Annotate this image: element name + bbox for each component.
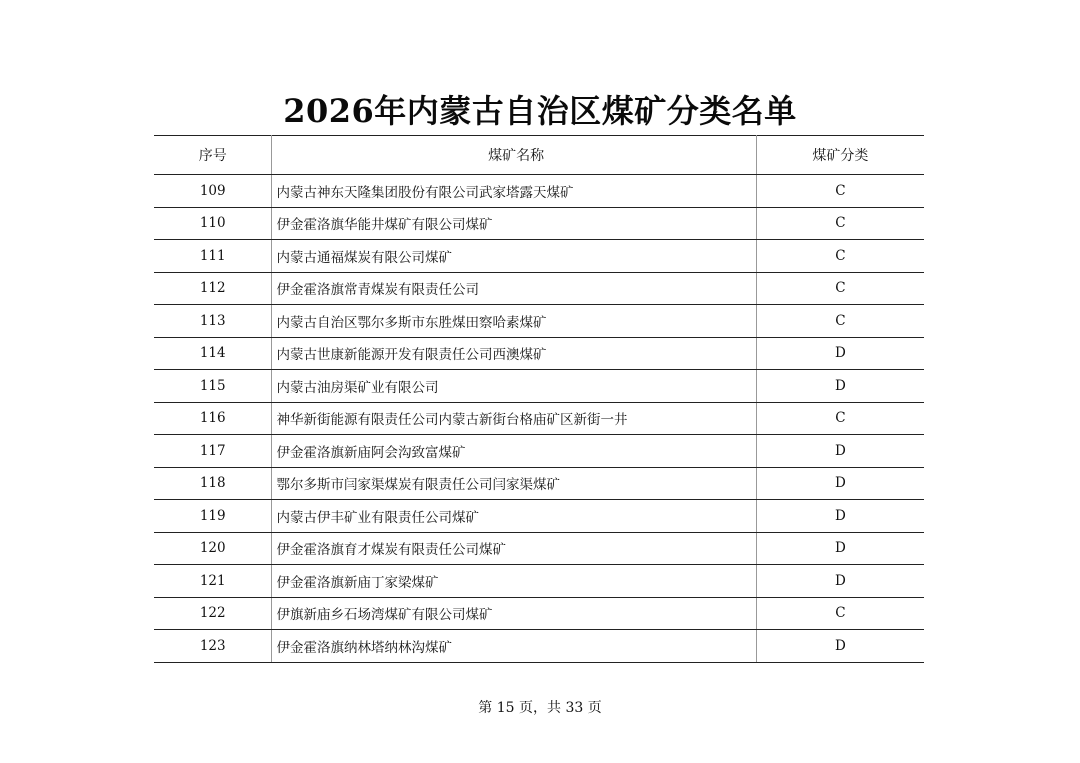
row-serial-number: 122 — [154, 597, 272, 630]
row-mine-name: 伊金霍洛旗常青煤炭有限责任公司 — [272, 272, 756, 305]
row-mine-name: 伊旗新庙乡石场湾煤矿有限公司煤矿 — [272, 597, 756, 630]
row-mine-name: 伊金霍洛旗华能井煤矿有限公司煤矿 — [272, 207, 756, 240]
row-mine-name: 内蒙古自治区鄂尔多斯市东胜煤田察哈素煤矿 — [272, 305, 756, 338]
row-mine-name: 伊金霍洛旗纳林塔纳林沟煤矿 — [272, 630, 756, 663]
table-row — [154, 305, 924, 338]
row-mine-class: C — [756, 207, 924, 240]
table-row — [154, 532, 924, 565]
row-mine-class: C — [756, 272, 924, 305]
row-mine-class: C — [756, 402, 924, 435]
row-mine-name: 内蒙古世康新能源开发有限责任公司西澳煤矿 — [272, 337, 756, 370]
table-row — [154, 402, 924, 435]
row-mine-name: 鄂尔多斯市闫家渠煤炭有限责任公司闫家渠煤矿 — [272, 467, 756, 500]
row-mine-class: C — [756, 175, 924, 208]
row-serial-number: 114 — [154, 337, 272, 370]
table-row — [154, 500, 924, 533]
row-serial-number: 109 — [154, 175, 272, 208]
row-serial-number: 115 — [154, 370, 272, 403]
row-serial-number: 118 — [154, 467, 272, 500]
row-mine-class: C — [756, 597, 924, 630]
table-row — [154, 175, 924, 208]
header-mine-name: 煤矿名称 — [272, 136, 756, 175]
table-header-row — [154, 136, 924, 175]
row-serial-number: 123 — [154, 630, 272, 663]
row-mine-name: 伊金霍洛旗育才煤炭有限责任公司煤矿 — [272, 532, 756, 565]
row-serial-number: 112 — [154, 272, 272, 305]
row-serial-number: 120 — [154, 532, 272, 565]
row-mine-name: 伊金霍洛旗新庙丁家梁煤矿 — [272, 565, 756, 598]
table-row — [154, 272, 924, 305]
table-row — [154, 597, 924, 630]
page-number: 第 15 页，共 33 页 — [478, 700, 602, 716]
row-mine-class: C — [756, 240, 924, 273]
header-mine-class: 煤矿分类 — [756, 136, 924, 175]
table-row — [154, 630, 924, 663]
row-mine-name: 内蒙古油房渠矿业有限公司 — [272, 370, 756, 403]
table-row — [154, 207, 924, 240]
table-row — [154, 370, 924, 403]
row-serial-number: 121 — [154, 565, 272, 598]
table-row — [154, 435, 924, 468]
row-serial-number: 119 — [154, 500, 272, 533]
row-serial-number: 111 — [154, 240, 272, 273]
row-mine-class: D — [756, 467, 924, 500]
row-mine-name: 伊金霍洛旗新庙阿会沟致富煤矿 — [272, 435, 756, 468]
row-mine-class: D — [756, 630, 924, 663]
row-mine-class: C — [756, 305, 924, 338]
row-serial-number: 110 — [154, 207, 272, 240]
row-serial-number: 117 — [154, 435, 272, 468]
row-mine-class: D — [756, 532, 924, 565]
row-mine-class: D — [756, 565, 924, 598]
row-mine-name: 神华新街能源有限责任公司内蒙古新街台格庙矿区新街一井 — [272, 402, 756, 435]
row-mine-class: D — [756, 500, 924, 533]
coal-mine-table — [154, 135, 924, 663]
header-serial-number: 序号 — [154, 136, 272, 175]
row-mine-name: 内蒙古神东天隆集团股份有限公司武家塔露天煤矿 — [272, 175, 756, 208]
table-row — [154, 467, 924, 500]
table-row — [154, 240, 924, 273]
row-mine-class: D — [756, 370, 924, 403]
document-title: 2026年内蒙古自治区煤矿分类名单 — [283, 92, 797, 130]
row-serial-number: 116 — [154, 402, 272, 435]
row-mine-class: D — [756, 337, 924, 370]
table-row — [154, 565, 924, 598]
table-row — [154, 337, 924, 370]
row-serial-number: 113 — [154, 305, 272, 338]
row-mine-class: D — [756, 435, 924, 468]
row-mine-name: 内蒙古通福煤炭有限公司煤矿 — [272, 240, 756, 273]
row-mine-name: 内蒙古伊丰矿业有限责任公司煤矿 — [272, 500, 756, 533]
